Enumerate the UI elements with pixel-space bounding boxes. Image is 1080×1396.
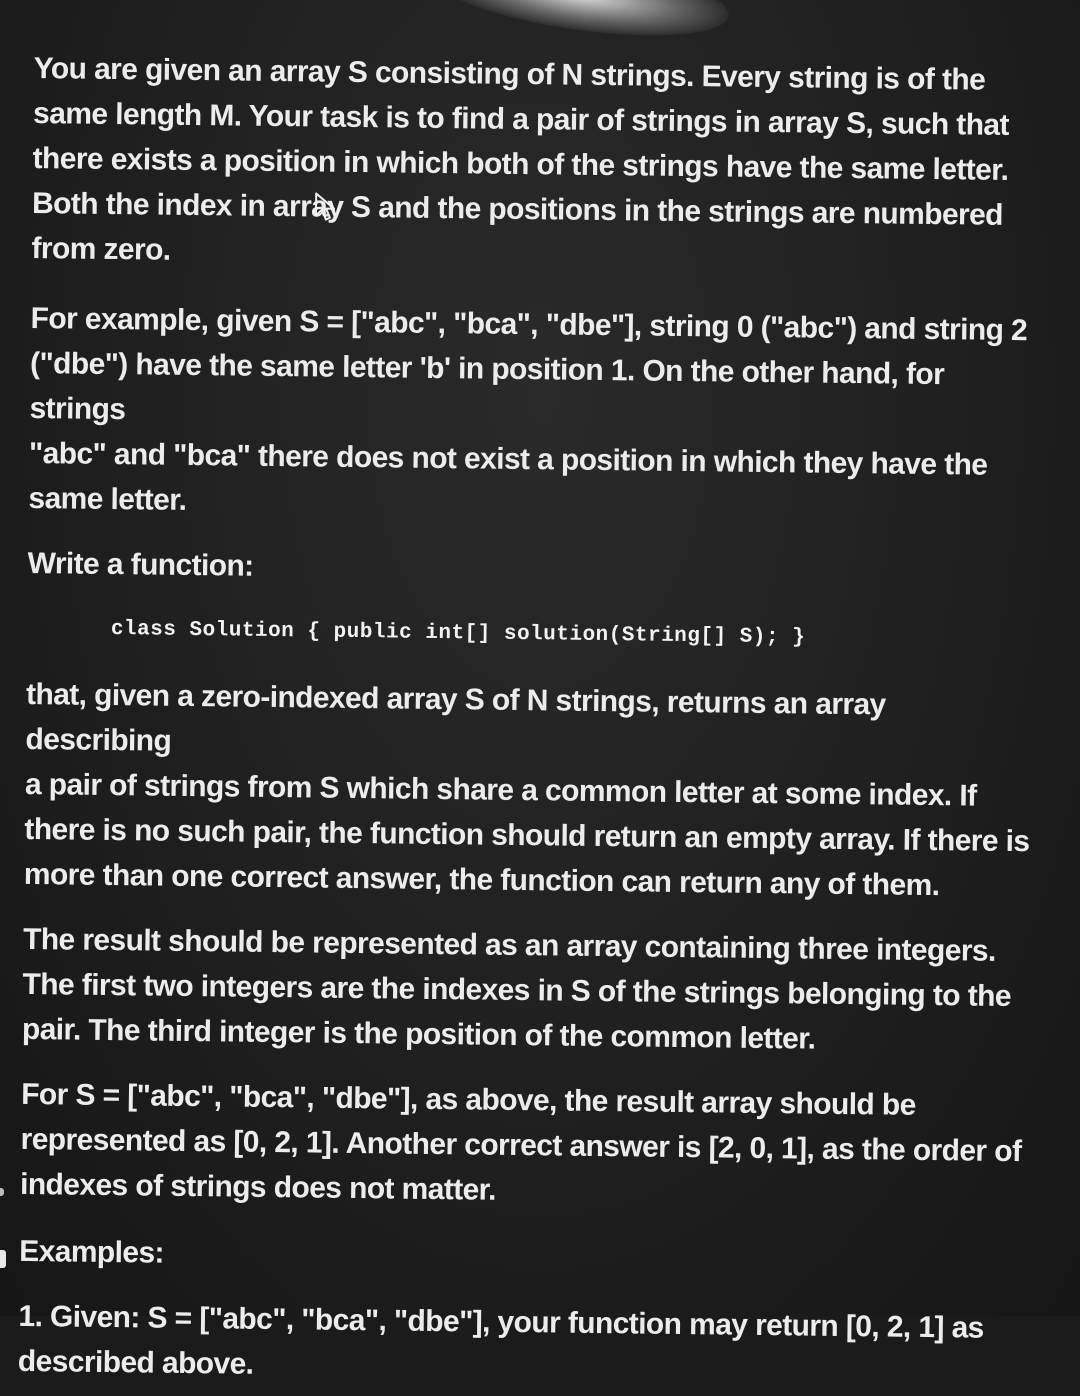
example-1: 1. Given: S = ["abc", "bca", "dbe"], your function may return [0, 2, 1] as described above. (17, 1299, 984, 1381)
problem-example-text: For example, given S = ["abc", "bca", "dbe"], string 0 ("abc") and string 2 ("dbe") have the same letter 'b' in position 1. On the other hand, for strings "abc" and "bca" there does not exist a position in which they have the same letter. (28, 301, 1028, 517)
mouse-pointer-icon (314, 191, 340, 221)
write-function-heading: Write a function: (27, 546, 254, 583)
code-signature: class Solution { public int[] solution(String[] S); } (110, 617, 806, 650)
result-format: The result should be represented as an array containing three integers. The first two integers are the indexes in S of the strings belonging to the pair. The third integer is the position of the common letter. (21, 922, 1012, 1056)
examples-heading: Examples: (19, 1234, 165, 1270)
screen-glare (427, 0, 734, 51)
edge-mark (0, 1250, 6, 1268)
return-description: that, given a zero-indexed array S of N strings, returns an array describing a pair of strings from S which share a common letter at some index. If there is no such pair, the function should return an empty array. If there is more than one correct answer, the function can return any of them. (23, 677, 1030, 903)
problem-intro: You are given an array S consisting of N strings. Every string is of the same length M. Your task is to find a pair of strings in array S, such that there exists a position in which both of the strings have the same letter. Both the index in array S and the positions in the strings are numbered from zero. (31, 51, 1010, 267)
result-example: For S = ["abc", "bca", "dbe"], as above, the result array should be represented as [0, 2, 1]. Another correct answer is [2, 0, 1], as the order of indexes of strings does not matter. (19, 1077, 1022, 1207)
edge-mark (0, 1188, 4, 1196)
problem-content (18, 46, 1044, 1396)
